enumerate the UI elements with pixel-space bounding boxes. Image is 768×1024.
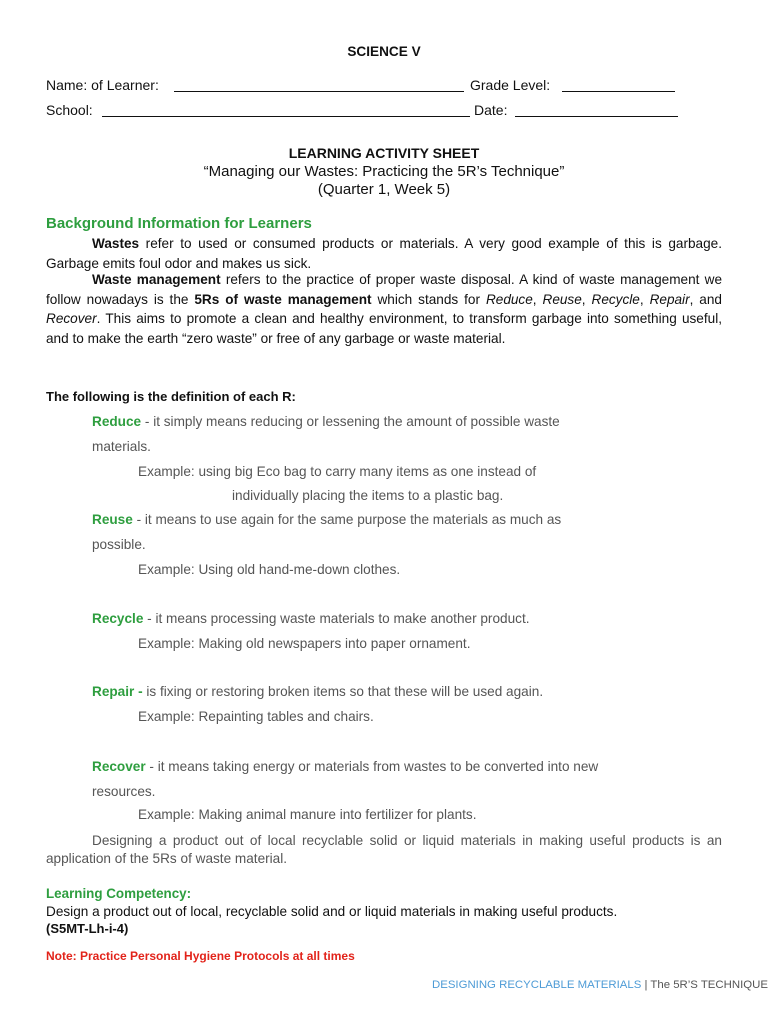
recover-example: Example: Making animal manure into fertilizer for plants.	[138, 807, 477, 822]
repair-def: is fixing or restoring broken items so that these will be used again.	[142, 684, 544, 699]
reuse-def-1: - it means to use again for the same purpose the materials as much as	[132, 512, 562, 527]
hygiene-note: Note: Practice Personal Hygiene Protocols at all times	[46, 949, 355, 963]
sep4: , and	[689, 291, 722, 307]
learning-activity-sheet	[46, 0, 768, 1024]
reduce-def-2: materials.	[92, 439, 151, 454]
sep1: ,	[532, 291, 543, 307]
sep2: ,	[581, 291, 592, 307]
wm-text-c: . This aims to promote a clean and healthy environment, to transform garbage into something useful, and to make the earth “zero waste” or free of any garbage or waste material.	[46, 311, 722, 346]
recycle-def: - it means processing waste materials to make another product.	[143, 611, 530, 626]
r-repair: Repair	[649, 291, 690, 307]
school-field[interactable]	[102, 116, 470, 117]
background-heading: Background Information for Learners	[46, 215, 312, 232]
r-recover: Recover	[46, 311, 97, 326]
recover-definition	[92, 759, 598, 774]
footer-sep: |	[641, 979, 651, 991]
wm-text-a: refers to the practice of proper waste disposal. A kind of waste management we follow nowadays is the	[46, 272, 722, 307]
footer-right: The 5R’S TECHNIQUE	[650, 979, 768, 991]
competency-heading: Learning Competency:	[46, 886, 192, 901]
waste-management-paragraph	[46, 270, 722, 348]
wastes-paragraph	[46, 234, 722, 273]
wastes-text: refer to used or consumed products or materials. A very good example of this is garbage. Garbage emits foul odor and makes us sick.	[46, 236, 722, 271]
closing-paragraph: Designing a product out of local recyclable solid or liquid materials in making useful products is an application of the 5Rs of waste material.	[46, 833, 722, 866]
learner-name-row	[46, 77, 722, 97]
reuse-term: Reuse	[92, 512, 133, 527]
school-row	[46, 102, 722, 122]
wm-text-b: which stands for	[371, 291, 486, 307]
recover-def-1: - it means taking energy or materials from wastes to be converted into new	[145, 759, 599, 774]
reuse-def-2: possible.	[92, 537, 146, 552]
r-reuse: Reuse	[542, 291, 582, 307]
reuse-definition	[92, 512, 561, 527]
repair-term: Repair -	[92, 684, 143, 699]
wastes-term: Wastes	[92, 236, 140, 251]
date-label: Date:	[474, 102, 508, 118]
sheet-period: (Quarter 1, Week 5)	[317, 181, 451, 198]
recycle-example: Example: Making old newspapers into paper ornament.	[138, 636, 471, 651]
footer-left: DESIGNING RECYCLABLE MATERIALS	[432, 979, 642, 991]
reduce-definition	[92, 414, 560, 429]
r-recycle: Recycle	[591, 291, 640, 307]
school-label: School:	[46, 102, 93, 118]
reduce-def-1: - it simply means reducing or lessening the amount of possible waste	[141, 414, 560, 429]
date-field[interactable]	[515, 116, 678, 117]
recover-term: Recover	[92, 759, 146, 774]
competency-code: (S5MT-Lh-i-4)	[46, 921, 129, 936]
recycle-definition	[92, 611, 530, 626]
definitions-intro: The following is the definition of each R:	[46, 389, 296, 404]
r-reduce: Reduce	[485, 291, 533, 307]
waste-management-term: Waste management	[92, 272, 221, 287]
grade-field[interactable]	[562, 91, 675, 92]
competency-text: Design a product out of local, recyclable solid and or liquid materials in making useful products.	[46, 904, 618, 919]
reduce-example-1: Example: using big Eco bag to carry many items as one instead of	[138, 464, 537, 479]
name-field[interactable]	[174, 91, 464, 92]
recycle-term: Recycle	[92, 611, 144, 626]
recover-def-2: resources.	[92, 784, 156, 799]
name-label: Name: of Learner:	[46, 77, 159, 93]
sheet-heading: LEARNING ACTIVITY SHEET	[288, 145, 480, 161]
sheet-subtitle: “Managing our Wastes: Practicing the 5R’s Technique”	[203, 163, 565, 180]
subject-title: SCIENCE V	[347, 44, 421, 59]
repair-definition	[92, 684, 543, 699]
reuse-example: Example: Using old hand-me-down clothes.	[138, 562, 401, 577]
repair-example: Example: Repainting tables and chairs.	[138, 709, 374, 724]
reduce-term: Reduce	[92, 414, 142, 429]
five-rs-term: 5Rs of waste management	[194, 291, 372, 307]
sep3: ,	[639, 291, 650, 307]
reduce-example-2: individually placing the items to a plastic bag.	[232, 488, 504, 503]
grade-label: Grade Level:	[470, 77, 551, 93]
page-footer	[432, 979, 768, 991]
